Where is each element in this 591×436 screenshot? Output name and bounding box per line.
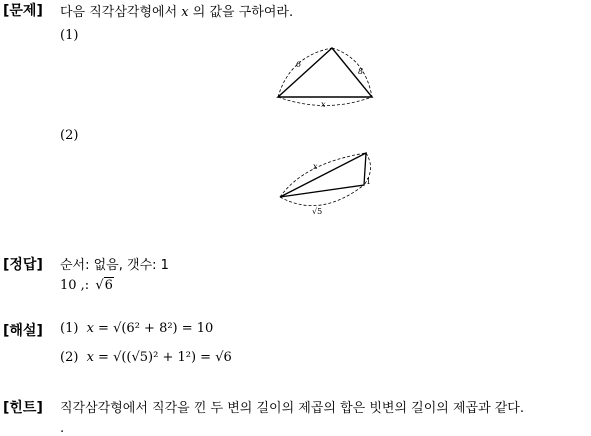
answer-value-prefix: 10 ,:: [60, 278, 90, 293]
part1-label: (1): [60, 28, 79, 43]
solution-line-1-var: x: [86, 321, 94, 336]
problem-tag: [문제]: [3, 3, 43, 19]
prompt-variable: x: [181, 5, 189, 20]
hint-text: 직각삼각형에서 직각을 낀 두 변의 길이의 제곱의 합은 빗변의 길이의 제곱과 같다.: [60, 401, 525, 416]
prompt-after: 의 값을 구하여라.: [192, 5, 294, 20]
part2-label: (2): [60, 128, 79, 143]
fig1-left-label: 6: [296, 60, 302, 69]
fig2-bottom-label: √5: [312, 207, 323, 216]
hint-tag: [힌트]: [3, 400, 43, 416]
solution-tag: [해설]: [3, 323, 43, 339]
fig2-right-label: 1: [366, 177, 372, 186]
triangle-figure-1: [270, 42, 380, 108]
problem-prompt: [60, 1, 293, 20]
solution-line-2-var: x: [86, 350, 94, 365]
answer-tag: [정답]: [3, 257, 43, 273]
prompt-before: 다음 직각삼각형에서: [60, 5, 178, 20]
answer-meta: 순서: 없음, 갯수: 1: [60, 258, 169, 273]
answer-value-root: 6: [104, 278, 113, 293]
solution-line-1: [60, 321, 213, 336]
solution-line-1-expr: = √(6² + 8²) = 10: [98, 321, 214, 336]
solution-line-2-expr: = √((√5)² + 1²) = √6: [98, 350, 232, 365]
answer-value: 10 ,: √6: [60, 278, 113, 293]
solution-line-1-label: (1): [60, 321, 79, 336]
fig1-right-label: 8: [358, 67, 364, 76]
solution-line-2-label: (2): [60, 350, 79, 365]
triangle-figure-2: [272, 145, 380, 220]
fig1-bottom-label: x: [321, 100, 326, 108]
hint-tail: .: [60, 421, 65, 436]
fig2-hyp-label: x: [313, 162, 318, 171]
solution-line-2: [60, 350, 232, 365]
